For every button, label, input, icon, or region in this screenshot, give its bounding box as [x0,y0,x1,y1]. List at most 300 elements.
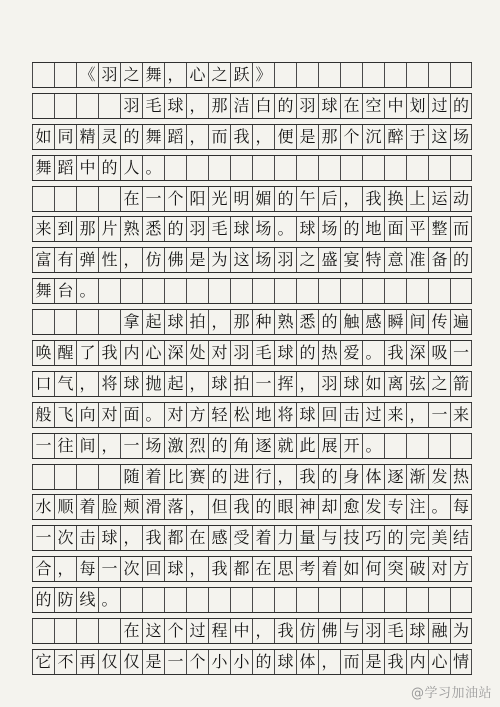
grid-cell: 在 [120,619,142,643]
grid-cell: 着 [142,465,164,489]
grid-cell: 在 [340,94,362,118]
grid-cell: 过 [186,619,208,643]
grid-cell: 。 [98,588,120,612]
grid-row [32,618,472,644]
grid-cell: 何 [362,557,384,581]
grid-cell: 方 [186,403,208,427]
grid-cell [76,619,98,643]
grid-cell [428,279,450,303]
grid-cell: 吸 [428,341,450,365]
grid-cell [32,619,54,643]
grid-cell: 往 [54,434,76,458]
grid-cell [362,63,384,87]
grid-cell: ， [252,125,274,149]
grid-cell [186,588,208,612]
grid-cell: 心 [142,341,164,365]
grid-cell: 悉 [142,217,164,241]
grid-cell: 之 [208,63,230,87]
grid-cell: 来 [384,403,406,427]
grid-cell: 比 [164,465,186,489]
grid-cell: 的 [296,341,318,365]
grid-cell: 的 [164,217,186,241]
grid-cell: 后 [318,187,340,211]
grid-cell: 备 [428,248,450,272]
grid-cell: 的 [252,495,274,519]
grid-cell: 口 [32,372,54,396]
grid-cell: 空 [362,94,384,118]
grid-cell: 羽 [296,94,318,118]
grid-cell [362,156,384,180]
grid-cell [98,465,120,489]
grid-cell: 白 [252,94,274,118]
grid-cell: 次 [120,557,142,581]
grid-cell [406,63,428,87]
grid-cell [164,279,186,303]
grid-cell: 的 [450,248,472,272]
grid-cell: 轻 [208,403,230,427]
grid-cell [54,310,76,334]
grid-cell: 毛 [252,341,274,365]
grid-cell: 中 [384,94,406,118]
grid-row [32,525,472,551]
grid-cell [318,279,340,303]
grid-cell: 的 [120,125,142,149]
grid-cell: 对 [164,403,186,427]
grid-cell: 逐 [252,434,274,458]
grid-cell: 不 [54,650,76,674]
grid-cell [428,588,450,612]
grid-cell: 仅 [98,650,120,674]
grid-cell [274,279,296,303]
grid-cell: 这 [230,248,252,272]
grid-cell: ， [252,619,274,643]
grid-cell [54,187,76,211]
grid-cell: ， [54,557,76,581]
grid-row [32,649,472,675]
grid-row [32,155,472,181]
grid-row [32,62,472,88]
grid-cell: 。 [274,217,296,241]
grid-cell: 对 [428,557,450,581]
grid-cell [450,63,472,87]
grid-cell: 的 [98,156,120,180]
grid-cell: 内 [120,341,142,365]
grid-cell: 球 [340,372,362,396]
grid-cell: 的 [340,217,362,241]
grid-cell: 一 [98,557,120,581]
grid-cell: 都 [164,526,186,550]
grid-cell: ， [186,372,208,396]
grid-cell: 箭 [450,372,472,396]
grid-cell [428,63,450,87]
grid-cell: 平 [406,217,428,241]
grid-cell: 洁 [230,94,252,118]
grid-cell: ， [186,125,208,149]
grid-cell [274,588,296,612]
grid-cell: 的 [208,465,230,489]
grid-cell: 是 [296,125,318,149]
grid-cell: 每 [450,495,472,519]
grid-cell: 却 [318,495,340,519]
grid-cell: ， [164,63,186,87]
grid-cell: 渐 [406,465,428,489]
grid-cell: 球 [406,619,428,643]
grid-cell: 球 [296,403,318,427]
grid-cell [76,94,98,118]
grid-cell: 之 [120,63,142,87]
grid-cell: 过 [362,403,384,427]
grid-cell: 在 [120,187,142,211]
grid-cell: 宴 [340,248,362,272]
grid-cell: 午 [296,187,318,211]
grid-cell [98,94,120,118]
grid-cell [318,63,340,87]
grid-cell: 击 [76,526,98,550]
grid-cell: 处 [186,341,208,365]
grid-cell: 遍 [450,310,472,334]
grid-cell: 为 [208,248,230,272]
grid-cell: 盛 [318,248,340,272]
grid-cell: 球 [296,217,318,241]
grid-cell: 着 [252,526,274,550]
grid-cell: 神 [296,495,318,519]
grid-cell: 之 [296,248,318,272]
grid-cell: 感 [208,526,230,550]
grid-cell: 球 [274,341,296,365]
grid-cell: 准 [406,248,428,272]
grid-row [32,494,472,520]
grid-cell: 悉 [296,310,318,334]
grid-cell [98,619,120,643]
grid-cell [54,94,76,118]
grid-cell: 球 [164,94,186,118]
grid-row [32,587,472,613]
grid-cell [54,465,76,489]
grid-cell: 种 [252,310,274,334]
grid-cell: 了 [76,341,98,365]
grid-cell: ， [186,557,208,581]
grid-cell [32,187,54,211]
grid-cell: 弦 [406,372,428,396]
grid-cell: 挥 [274,372,296,396]
grid-cell: 球 [164,557,186,581]
grid-cell: 此 [296,434,318,458]
grid-row [32,124,472,150]
grid-cell: 颊 [120,495,142,519]
grid-cell: 羽 [362,619,384,643]
grid-row [32,433,472,459]
grid-cell: ， [98,434,120,458]
grid-cell [32,63,54,87]
grid-paper [32,62,472,680]
grid-cell: 。 [142,156,164,180]
grid-cell [428,434,450,458]
grid-cell: 将 [98,372,120,396]
grid-cell: 回 [318,403,340,427]
grid-cell: 随 [120,465,142,489]
grid-cell: 沉 [362,125,384,149]
grid-cell: 一 [428,403,450,427]
grid-cell: 心 [186,63,208,87]
grid-cell [340,156,362,180]
grid-cell: 这 [142,619,164,643]
grid-cell [230,156,252,180]
grid-cell: 意 [384,248,406,272]
grid-cell: 划 [406,94,428,118]
grid-cell: 水 [32,495,54,519]
grid-cell: 着 [76,495,98,519]
grid-cell: 运 [428,187,450,211]
grid-cell: 我 [296,465,318,489]
grid-cell: 在 [186,526,208,550]
grid-cell: 。 [142,403,164,427]
grid-cell [318,156,340,180]
grid-cell: 心 [428,650,450,674]
grid-cell: 爱 [340,341,362,365]
grid-cell: 进 [230,465,252,489]
grid-cell: 来 [450,403,472,427]
grid-cell: 感 [362,310,384,334]
grid-row [32,247,472,273]
grid-cell: 人 [120,156,142,180]
grid-cell: 赛 [186,465,208,489]
grid-cell [384,434,406,458]
grid-cell [230,279,252,303]
grid-cell: 有 [54,248,76,272]
grid-cell: 佛 [164,248,186,272]
grid-cell: 回 [142,557,164,581]
grid-cell: 是 [362,650,384,674]
grid-cell [76,310,98,334]
grid-cell: 富 [32,248,54,272]
grid-cell: 羽 [318,372,340,396]
grid-cell: 逐 [384,465,406,489]
grid-cell [384,156,406,180]
grid-cell [450,279,472,303]
grid-cell: 热 [318,341,340,365]
grid-cell: 毛 [142,94,164,118]
grid-cell [450,588,472,612]
grid-cell [406,156,428,180]
grid-cell [208,588,230,612]
grid-cell: 明 [230,187,252,211]
grid-cell: 球 [208,372,230,396]
grid-cell: 。 [362,341,384,365]
grid-cell: 程 [208,619,230,643]
grid-cell [186,279,208,303]
grid-cell: 蹈 [54,156,76,180]
grid-cell: 那 [76,217,98,241]
grid-cell: 的 [32,588,54,612]
grid-cell: 阳 [186,187,208,211]
grid-cell: 每 [76,557,98,581]
grid-cell: 气 [54,372,76,396]
grid-cell: 力 [274,526,296,550]
grid-cell: ， [340,187,362,211]
grid-cell [164,588,186,612]
grid-cell: 》 [252,63,274,87]
grid-cell: ， [318,650,340,674]
grid-cell: 拍 [230,372,252,396]
grid-cell: 整 [428,217,450,241]
grid-cell: 一 [32,434,54,458]
grid-cell: 般 [32,403,54,427]
grid-cell: 松 [230,403,252,427]
grid-cell [384,63,406,87]
grid-cell [164,156,186,180]
grid-cell [362,588,384,612]
grid-cell: 我 [274,619,296,643]
grid-cell: ， [274,465,296,489]
grid-cell: 的 [252,650,274,674]
grid-cell: 对 [208,341,230,365]
grid-cell: 技 [340,526,362,550]
grid-cell: 滑 [142,495,164,519]
grid-cell [54,63,76,87]
grid-cell: 如 [362,372,384,396]
grid-cell: 的 [274,187,296,211]
grid-cell [274,156,296,180]
grid-cell: 一 [450,341,472,365]
grid-cell: 我 [384,341,406,365]
grid-cell: 醒 [54,341,76,365]
grid-cell: 防 [54,588,76,612]
grid-cell: 与 [318,526,340,550]
grid-cell [98,187,120,211]
grid-cell [274,63,296,87]
grid-cell: 仿 [296,619,318,643]
grid-cell: 之 [428,372,450,396]
grid-cell: 间 [76,434,98,458]
grid-cell [120,279,142,303]
grid-cell: 熟 [274,310,296,334]
grid-cell: 结 [450,526,472,550]
grid-cell: 《 [76,63,98,87]
grid-cell [54,619,76,643]
grid-cell: 球 [318,94,340,118]
grid-cell: 在 [252,557,274,581]
grid-cell: 一 [120,434,142,458]
grid-cell [32,94,54,118]
grid-cell: 击 [340,403,362,427]
grid-cell [252,279,274,303]
grid-cell [98,279,120,303]
grid-cell: 受 [230,526,252,550]
grid-cell: 我 [98,341,120,365]
grid-cell: 面 [384,217,406,241]
grid-cell: 个 [340,125,362,149]
grid-cell [76,465,98,489]
grid-cell: 巧 [362,526,384,550]
grid-cell: 而 [450,217,472,241]
grid-cell [296,588,318,612]
grid-cell: 发 [428,465,450,489]
grid-cell: 的 [318,310,340,334]
grid-cell: 思 [274,557,296,581]
grid-cell [406,588,428,612]
grid-cell: 羽 [230,341,252,365]
grid-cell: 的 [384,526,406,550]
grid-cell: 同 [54,125,76,149]
grid-cell: 眼 [274,495,296,519]
grid-cell: 是 [142,650,164,674]
grid-cell: 行 [252,465,274,489]
grid-cell: 小 [208,650,230,674]
grid-cell: 我 [362,187,384,211]
grid-row [32,93,472,119]
grid-cell: 是 [186,248,208,272]
grid-cell: 内 [406,650,428,674]
grid-cell: 场 [252,248,274,272]
grid-cell: 次 [54,526,76,550]
grid-cell: 将 [274,403,296,427]
grid-cell: 舞 [32,279,54,303]
grid-cell [406,434,428,458]
grid-cell: 动 [450,187,472,211]
grid-cell: 脸 [98,495,120,519]
grid-cell: ， [120,248,142,272]
grid-cell: ， [296,372,318,396]
grid-cell: 愈 [340,495,362,519]
grid-cell: 体 [362,465,384,489]
grid-cell: 到 [54,217,76,241]
grid-cell: 离 [384,372,406,396]
grid-cell: 唤 [32,341,54,365]
grid-cell: 我 [230,495,252,519]
grid-cell: 拿 [120,310,142,334]
grid-cell: 中 [76,156,98,180]
grid-cell: 如 [340,557,362,581]
grid-cell [98,310,120,334]
grid-cell: 那 [318,125,340,149]
grid-cell: 。 [362,434,384,458]
grid-cell: 角 [230,434,252,458]
grid-cell: 过 [428,94,450,118]
grid-cell: 体 [296,650,318,674]
grid-cell: 台 [54,279,76,303]
grid-cell: 这 [428,125,450,149]
grid-cell: 弹 [76,248,98,272]
grid-cell: 球 [120,372,142,396]
grid-row [32,216,472,242]
grid-cell: 完 [406,526,428,550]
grid-cell: 佛 [318,619,340,643]
grid-cell: 球 [230,217,252,241]
grid-row [32,340,472,366]
grid-cell: 中 [230,619,252,643]
grid-cell [340,63,362,87]
grid-cell [252,156,274,180]
grid-cell: 于 [406,125,428,149]
grid-cell: 起 [164,372,186,396]
grid-cell: 瞬 [384,310,406,334]
grid-cell: 精 [76,125,98,149]
grid-cell: 仅 [120,650,142,674]
grid-cell: 仿 [142,248,164,272]
grid-cell: 对 [98,403,120,427]
grid-cell: 上 [406,187,428,211]
grid-cell [384,279,406,303]
grid-row [32,371,472,397]
grid-cell: 羽 [98,63,120,87]
grid-cell: 面 [120,403,142,427]
grid-cell: 它 [32,650,54,674]
grid-cell: 。 [76,279,98,303]
grid-cell: 场 [318,217,340,241]
grid-cell: 着 [318,557,340,581]
grid-cell [406,279,428,303]
grid-cell: 场 [142,434,164,458]
